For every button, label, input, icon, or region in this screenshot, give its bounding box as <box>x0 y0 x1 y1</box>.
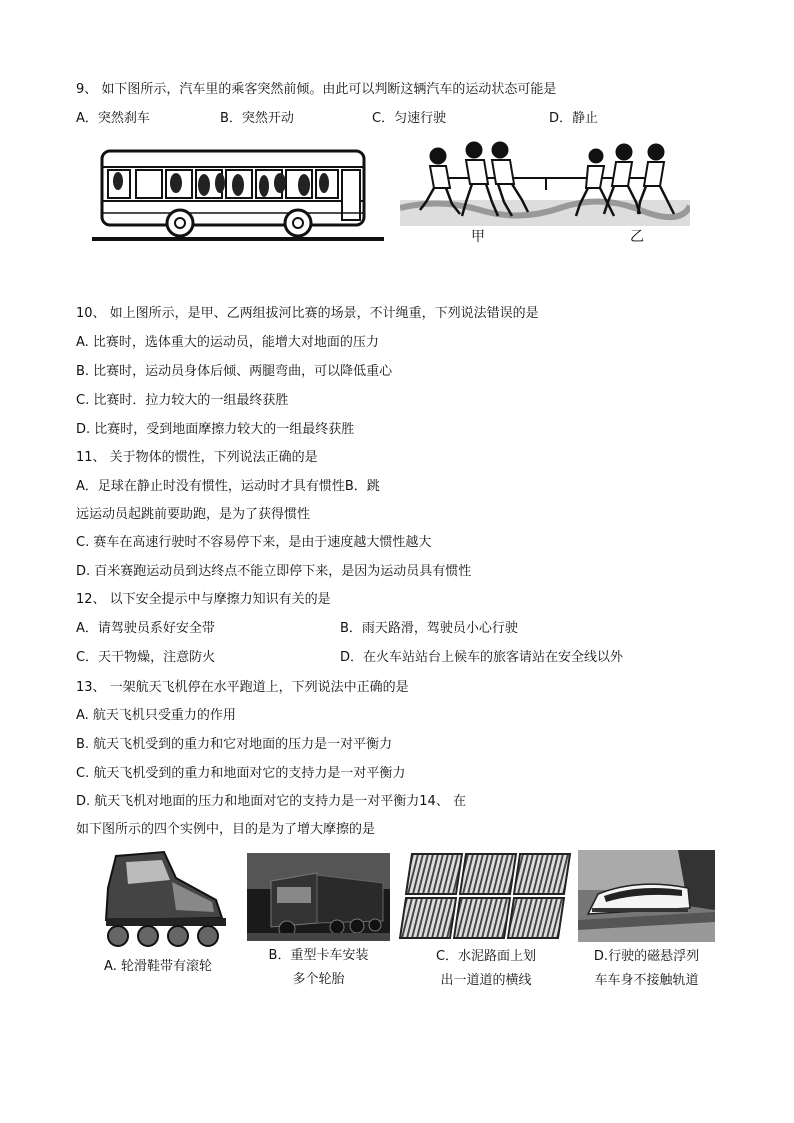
q9-option-a: A．突然刹车 <box>76 111 150 126</box>
q13-option-b: B. 航天飞机受到的重力和它对地面的压力是一对平衡力 <box>76 737 393 752</box>
q13-option-a: A. 航天飞机只受重力的作用 <box>76 708 236 723</box>
q14-stem: 如下图所示的四个实例中，目的是为了增大摩擦的是 <box>76 822 376 837</box>
q14-panel-c <box>398 850 574 993</box>
q9-option-c: C．匀速行驶 <box>372 111 447 126</box>
q9-option-b: B．突然开动 <box>220 111 294 126</box>
grooved-road-image <box>398 850 574 942</box>
q12-option-a: A．请驾驶员系好安全带 <box>76 621 215 636</box>
q13-option-d: D. 航天飞机对地面的压力和地面对它的支持力是一对平衡力14、 在 <box>76 794 466 809</box>
q14-panel-b <box>247 853 390 993</box>
heavy-truck-image <box>247 853 390 941</box>
q14-caption-d-2: 车车身不接触轨道 <box>594 973 699 988</box>
q11-option-d: D. 百米赛跑运动员到达终点不能立即停下来，是因为运动员具有惯性 <box>76 564 472 579</box>
inline-skate-image <box>76 848 240 948</box>
q13-option-c: C. 航天飞机受到的重力和地面对它的支持力是一对平衡力 <box>76 766 406 781</box>
q14-caption-b-1: B．重型卡车安装 <box>268 948 369 963</box>
q10-stem: 10、 如上图所示，是甲、乙两组拔河比赛的场景，不计绳重，下列说法错误的是 <box>76 306 539 321</box>
q11-line-2: 远运动员起跳前要助跑，是为了获得惯性 <box>76 507 311 522</box>
q10-option-c: C. 比赛时．拉力较大的一组最终获胜 <box>76 393 289 408</box>
q11-line-1: A．足球在静止时没有惯性，运动时才具有惯性B．跳 <box>76 479 380 494</box>
q12-stem: 12、 以下安全提示中与摩擦力知识有关的是 <box>76 592 331 607</box>
q13-stem: 13、 一架航天飞机停在水平跑道上，下列说法中正确的是 <box>76 680 409 695</box>
q14-caption-c-2: 出一道道的横线 <box>440 973 532 988</box>
q14-caption-a: A. 轮滑鞋带有滚轮 <box>104 959 212 974</box>
q9-option-d: D．静止 <box>549 111 599 126</box>
q10-option-d: D. 比赛时，受到地面摩擦力较大的一组最终获胜 <box>76 422 355 437</box>
q11-option-c: C. 赛车在高速行驶时不容易停下来，是由于速度越大惯性越大 <box>76 535 432 550</box>
tug-label-yi: 乙 <box>630 229 644 245</box>
q10-option-a: A. 比赛时，选体重大的运动员，能增大对地面的压力 <box>76 335 379 350</box>
q14-caption-b-2: 多个轮胎 <box>292 972 345 987</box>
maglev-train-image <box>578 850 715 942</box>
q9-stem: 9、 如下图所示，汽车里的乘客突然前倾。由此可以判断这辆汽车的运动状态可能是 <box>76 82 557 97</box>
q12-option-d: D．在火车站站台上候车的旅客请站在安全线以外 <box>340 650 624 665</box>
q14-caption-c-1: C．水泥路面上划 <box>435 949 537 964</box>
tug-of-war-illustration <box>400 138 690 230</box>
tug-label-jia: 甲 <box>471 229 485 245</box>
q11-stem: 11、 关于物体的惯性，下列说法正确的是 <box>76 450 318 465</box>
q12-option-b: B．雨天路滑，驾驶员小心行驶 <box>340 621 518 636</box>
q14-panel-a <box>76 848 240 993</box>
q14-caption-d-1: D.行驶的磁悬浮列 <box>593 949 700 964</box>
q14-panel-d <box>578 850 715 993</box>
q10-option-b: B. 比赛时，运动员身体后倾、两腿弯曲，可以降低重心 <box>76 364 393 379</box>
q12-option-c: C．天干物燥，注意防火 <box>76 650 216 665</box>
bus-illustration <box>92 143 384 245</box>
